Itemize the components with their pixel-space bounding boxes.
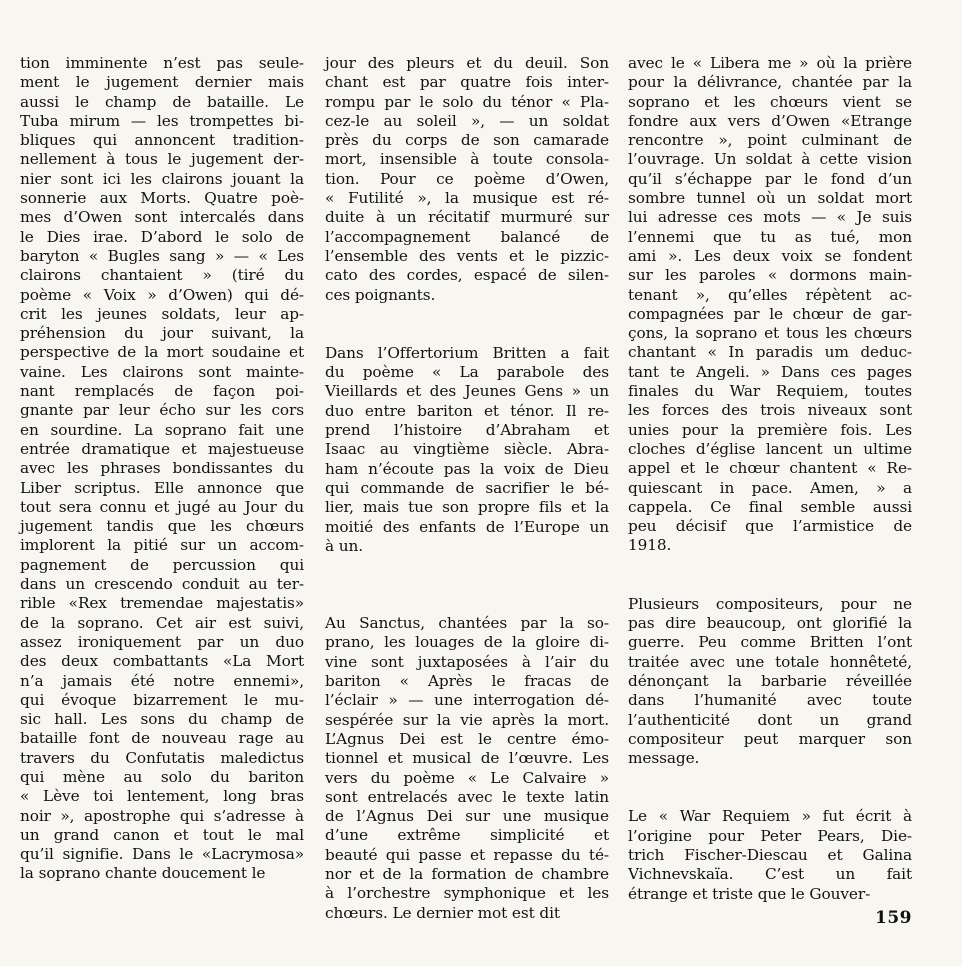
text-line: sespérée sur la vie après la mort. xyxy=(325,710,609,729)
text-line: fondre aux vers d’Owen «Etrange xyxy=(628,111,912,130)
text-line: l’origine pour Peter Pears, Die- xyxy=(628,826,912,845)
text-line: nier sont ici les clairons jouant la xyxy=(20,169,304,188)
text-column-3 xyxy=(628,54,912,904)
text-line: noir », apostrophe qui s’adresse à xyxy=(20,806,304,825)
text-line: moitié des enfants de l’Europe un xyxy=(325,517,609,536)
text-line: chantant « In paradis um deduc- xyxy=(628,343,912,362)
text-line: cappela. Ce final semble aussi xyxy=(628,497,912,516)
text-line: le Dies irae. D’abord le solo de xyxy=(20,227,304,246)
text-line: baryton « Bugles sang » — « Les xyxy=(20,246,304,265)
text-line: vine sont juxtaposées à l’air du xyxy=(325,652,609,671)
text-line: duo entre bariton et ténor. Il re- xyxy=(325,401,609,420)
text-line: bliques qui annoncent tradition- xyxy=(20,131,304,150)
text-line: l’authenticité dont un grand xyxy=(628,710,912,729)
text-line: lui adresse ces mots — « Je suis xyxy=(628,208,912,227)
text-line: un grand canon et tout le mal xyxy=(20,825,304,844)
text-line: perspective de la mort soudaine et xyxy=(20,343,304,362)
text-line: dans un crescendo conduit au ter- xyxy=(20,575,304,594)
text-line: cato des cordes, espacé de silen- xyxy=(325,266,609,285)
text-line: 1918. xyxy=(628,536,672,555)
text-line: tenant », qu’elles répètent ac- xyxy=(628,285,912,304)
text-line: mes d’Owen sont intercalés dans xyxy=(20,208,304,227)
page-number: 159 xyxy=(875,908,912,928)
text-line: du poème « La parabole des xyxy=(325,363,609,382)
text-line: tout sera connu et jugé au Jour du xyxy=(20,497,304,516)
text-line: rencontre », point culminant de xyxy=(628,131,912,150)
text-line: message. xyxy=(628,749,700,768)
paragraph-gap xyxy=(628,556,912,595)
text-line: chant est par quatre fois inter- xyxy=(325,73,609,92)
text-line: Isaac au vingtième siècle. Abra- xyxy=(325,440,609,459)
text-line: prend l’histoire d’Abraham et xyxy=(325,421,609,440)
text-line: rible «Rex tremendae majestatis» xyxy=(20,594,304,613)
text-line: l’ensemble des vents et le pizzic- xyxy=(325,246,609,265)
text-line: beauté qui passe et repasse du té- xyxy=(325,845,609,864)
text-line: nor et de la formation de chambre xyxy=(325,864,609,883)
text-line: pagnement de percussion qui xyxy=(20,555,304,574)
text-line: Vichnevskaïa. C’est un fait xyxy=(628,865,912,884)
text-line: Au Sanctus, chantées par la so- xyxy=(325,614,609,633)
text-line: ami ». Les deux voix se fondent xyxy=(628,246,912,265)
paragraph-gap xyxy=(628,768,912,807)
text-line: tion. Pour ce poème d’Owen, xyxy=(325,169,609,188)
text-line: qu’il s’échappe par le fond d’un xyxy=(628,169,912,188)
text-line: sombre tunnel où un soldat mort xyxy=(628,189,912,208)
paragraph xyxy=(20,54,304,884)
text-line: nant remplacés de façon poi- xyxy=(20,382,304,401)
text-line: pour la délivrance, chantée par la xyxy=(628,73,912,92)
text-line: Dans l’Offertorium Britten a fait xyxy=(325,343,609,362)
text-line: tant te Angeli. » Dans ces pages xyxy=(628,362,912,381)
text-line: vers du poème « Le Calvaire » xyxy=(325,768,609,787)
text-line: sur les paroles « dormons main- xyxy=(628,266,912,285)
text-line: avec le « Libera me » où la prière xyxy=(628,54,912,72)
text-line: tionnel et musical de l’œuvre. Les xyxy=(325,749,609,768)
text-line: pas dire beaucoup, ont glorifié la xyxy=(628,614,912,633)
text-line: avec les phrases bondissantes du xyxy=(20,459,304,478)
text-line: préhension du jour suivant, la xyxy=(20,324,304,343)
text-line: « Futilité », la musique est ré- xyxy=(325,189,609,208)
paragraph xyxy=(325,54,609,305)
text-line: Plusieurs compositeurs, pour ne xyxy=(628,594,912,613)
text-line: ham n’écoute pas la voix de Dieu xyxy=(325,459,609,478)
paragraph-gap xyxy=(325,305,609,344)
text-line: traitée avec une totale honnêteté, xyxy=(628,652,912,671)
text-line: de la soprano. Cet air est suivi, xyxy=(20,613,304,632)
text-line: des deux combattants «La Mort xyxy=(20,652,304,671)
text-line: sont entrelacés avec le texte latin xyxy=(325,787,609,806)
text-line: en sourdine. La soprano fait une xyxy=(20,420,304,439)
text-line: vaine. Les clairons sont mainte- xyxy=(20,362,304,381)
text-line: n’a jamais été notre ennemi», xyxy=(20,671,304,690)
text-line: cez-le au soleil », — un soldat xyxy=(325,111,609,130)
text-line: chœurs. Le dernier mot est dit xyxy=(325,903,560,922)
text-line: assez ironiquement par un duo xyxy=(20,632,304,651)
text-line: mort, insensible à toute consola- xyxy=(325,150,609,169)
text-line: près du corps de son camarade xyxy=(325,131,609,150)
text-line: L’Agnus Dei est le centre émo- xyxy=(325,729,609,748)
text-line: çons, la soprano et tous les chœurs xyxy=(628,324,912,343)
text-line: entrée dramatique et majestueuse xyxy=(20,439,304,458)
text-line: appel et le chœur chantent « Re- xyxy=(628,459,912,478)
text-column-1 xyxy=(20,54,304,884)
text-line: qui commande de sacrifier le bé- xyxy=(325,478,609,497)
paragraph-gap xyxy=(325,556,609,614)
paragraph xyxy=(628,807,912,903)
text-line: compagnées par le chœur de gar- xyxy=(628,304,912,323)
text-line: sic hall. Les sons du champ de xyxy=(20,710,304,729)
text-line: « Lève toi lentement, long bras xyxy=(20,787,304,806)
text-line: poème « Voix » d’Owen) qui dé- xyxy=(20,285,304,304)
text-line: cloches d’église lancent un ultime xyxy=(628,439,912,458)
text-line: clairons chantaient » (tiré du xyxy=(20,266,304,285)
text-line: compositeur peut marquer son xyxy=(628,729,912,748)
text-line: Vieillards et des Jeunes Gens » un xyxy=(325,382,609,401)
text-line: l’ennemi que tu as tué, mon xyxy=(628,227,912,246)
text-line: Tuba mirum — les trompettes bi- xyxy=(20,111,304,130)
text-line: qu’il signifie. Dans le «Lacrymosa» xyxy=(20,845,304,864)
text-line: l’éclair » — une interrogation dé- xyxy=(325,691,609,710)
text-line: étrange et triste que le Gouver- xyxy=(628,884,871,903)
text-line: à un. xyxy=(325,536,364,555)
text-column-2 xyxy=(325,54,609,923)
text-line: les forces des trois niveaux sont xyxy=(628,401,912,420)
paragraph xyxy=(325,344,609,556)
text-line: prano, les louages de la gloire di- xyxy=(325,633,609,652)
text-line: crit les jeunes soldats, leur ap- xyxy=(20,304,304,323)
text-line: aussi le champ de bataille. Le xyxy=(20,92,304,111)
text-line: l’ouvrage. Un soldat à cette vision xyxy=(628,150,912,169)
text-line: la soprano chante doucement le xyxy=(20,864,266,883)
text-line: d’une extrême simplicité et xyxy=(325,826,609,845)
text-line: bataille font de nouveau rage au xyxy=(20,729,304,748)
text-line: quiescant in pace. Amen, » a xyxy=(628,478,912,497)
text-line: ment le jugement dernier mais xyxy=(20,73,304,92)
text-line: ces poignants. xyxy=(325,285,436,304)
paragraph xyxy=(628,54,912,556)
text-line: soprano et les chœurs vient se xyxy=(628,92,912,111)
text-line: l’accompagnement balancé de xyxy=(325,227,609,246)
text-line: dénonçant la barbarie réveillée xyxy=(628,671,912,690)
text-line: dans l’humanité avec toute xyxy=(628,691,912,710)
text-line: peu décisif que l’armistice de xyxy=(628,517,912,536)
text-line: qui mène au solo du bariton xyxy=(20,767,304,786)
text-line: trich Fischer-Diescau et Galina xyxy=(628,845,912,864)
text-line: finales du War Requiem, toutes xyxy=(628,382,912,401)
paragraph xyxy=(628,595,912,769)
text-line: jugement tandis que les chœurs xyxy=(20,517,304,536)
text-line: bariton « Après le fracas de xyxy=(325,672,609,691)
text-line: tion imminente n’est pas seule- xyxy=(20,54,304,72)
text-line: à l’orchestre symphonique et les xyxy=(325,884,609,903)
text-line: travers du Confutatis maledictus xyxy=(20,748,304,767)
text-line: duite à un récitatif murmuré sur xyxy=(325,208,609,227)
text-line: rompu par le solo du ténor « Pla- xyxy=(325,92,609,111)
text-line: unies pour la première fois. Les xyxy=(628,420,912,439)
text-line: jour des pleurs et du deuil. Son xyxy=(325,54,609,72)
text-line: qui évoque bizarrement le mu- xyxy=(20,690,304,709)
text-line: Le « War Requiem » fut écrit à xyxy=(628,807,912,826)
text-line: de l’Agnus Dei sur une musique xyxy=(325,807,609,826)
text-line: Liber scriptus. Elle annonce que xyxy=(20,478,304,497)
text-line: nellement à tous le jugement der- xyxy=(20,150,304,169)
paragraph xyxy=(325,614,609,923)
text-line: guerre. Peu comme Britten l’ont xyxy=(628,633,912,652)
text-line: sonnerie aux Morts. Quatre poè- xyxy=(20,189,304,208)
text-line: gnante par leur écho sur les cors xyxy=(20,401,304,420)
text-line: implorent la pitié sur un accom- xyxy=(20,536,304,555)
text-line: lier, mais tue son propre fils et la xyxy=(325,498,609,517)
